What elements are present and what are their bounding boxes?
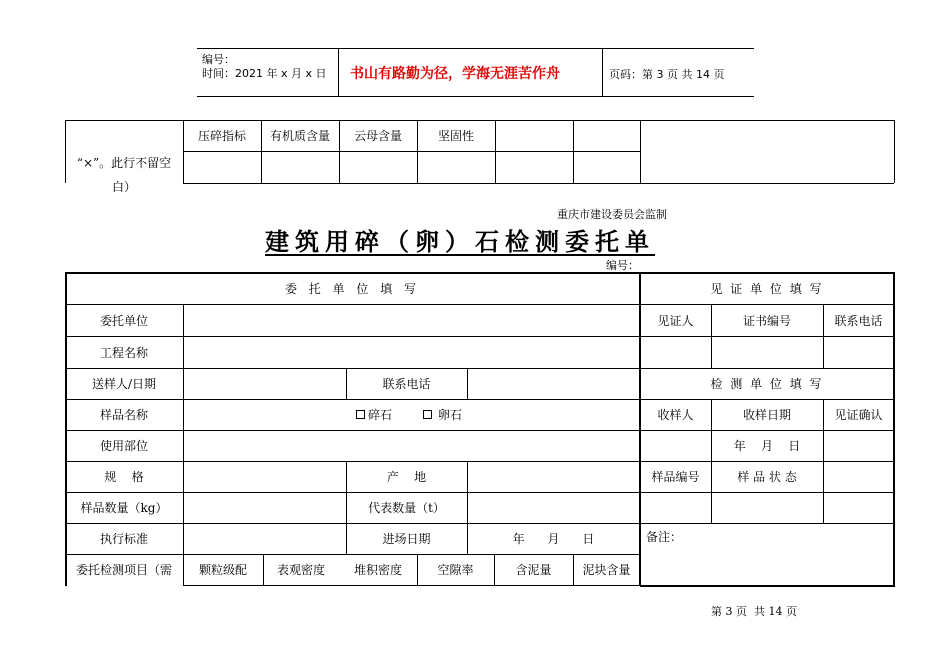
witness-confirm-field[interactable]: [824, 431, 893, 460]
organic-content-label: 有机质含量: [269, 129, 330, 143]
receive-date-field[interactable]: 年 月 日: [733, 439, 801, 453]
remarks-label: 备注：: [646, 530, 683, 544]
time-label: 时间：2021 年 x 月 x 日: [202, 67, 327, 80]
serial-label: 编号：: [202, 53, 235, 66]
rep-qty-field[interactable]: [468, 493, 639, 522]
soundness-label: 坚固性: [437, 129, 474, 143]
usage-part-field[interactable]: [184, 431, 639, 460]
witness-person-field[interactable]: [641, 337, 710, 367]
crushed-stone-label: 碎石: [368, 408, 393, 422]
witness-phone-label: 联系电话: [834, 313, 883, 328]
test-items-label: 委托检测项目（需: [75, 563, 172, 577]
test-item-apparent-density[interactable]: 表观密度: [276, 563, 325, 577]
witness-section-header: 见 证 单 位 填 写: [710, 282, 824, 296]
project-name-label: 工程名称: [99, 345, 148, 360]
client-section-header: 委 托 单 位 填 写: [284, 282, 421, 296]
test-item-clay-lump[interactable]: 泥块含量: [582, 563, 631, 577]
rep-qty-label: 代表数量（t）: [368, 501, 445, 515]
test-item-mud-content[interactable]: 含泥量: [515, 563, 552, 577]
crush-index-label: 压碎指标: [197, 129, 246, 143]
sample-number-field[interactable]: [641, 493, 710, 522]
receive-date-label: 收样日期: [742, 408, 791, 422]
sample-qty-label: 样品数量（kg）: [80, 501, 168, 515]
receiver-label: 收样人: [657, 408, 694, 422]
form-title: 建筑用碎（卵）石检测委托单: [265, 227, 655, 256]
pebble-option[interactable]: [423, 406, 462, 423]
test-item-gradation[interactable]: 颗粒级配: [198, 563, 247, 577]
page-info: 页码：第 3 页 共 14 页: [609, 68, 725, 81]
sender-date-label: 送样人/日期: [91, 377, 157, 391]
note-line-2: 白）: [111, 179, 136, 194]
page-footer: 第 3 页 共 14 页: [711, 605, 797, 618]
contact-phone-label: 联系电话: [382, 377, 431, 391]
sample-state-label: 样 品 状 态: [737, 470, 797, 484]
mica-content-label: 云母含量: [353, 129, 402, 143]
exec-standard-field[interactable]: [184, 524, 345, 553]
checkbox-icon[interactable]: [423, 410, 432, 419]
note-line-1: “×”。此行不留空: [76, 155, 172, 170]
entry-date-field[interactable]: 年 月 日: [512, 532, 595, 546]
form-number-label: 编号：: [606, 259, 639, 272]
witness-person-label: 见证人: [657, 313, 694, 328]
remarks-field[interactable]: [641, 545, 893, 583]
motto: 书山有路勤为径，学海无涯苦作舟: [350, 66, 560, 82]
cert-number-label: 证书编号: [742, 313, 791, 328]
sender-date-field[interactable]: [184, 369, 345, 398]
origin-field[interactable]: [468, 462, 639, 491]
sample-state-field[interactable]: [712, 493, 893, 522]
cert-number-field[interactable]: [712, 337, 822, 367]
checkbox-icon[interactable]: [356, 410, 365, 419]
client-unit-label: 委托单位: [99, 313, 148, 328]
witness-phone-field[interactable]: [824, 337, 893, 367]
sample-name-label: 样品名称: [99, 408, 148, 422]
test-item-void-ratio[interactable]: 空隙率: [437, 563, 474, 577]
pebble-label: 卵石: [438, 408, 463, 422]
sample-qty-field[interactable]: [184, 493, 345, 522]
project-name-field[interactable]: [184, 337, 639, 367]
lab-section-header: 检 测 单 位 填 写: [710, 377, 824, 391]
witness-confirm-label: 见证确认: [834, 408, 883, 422]
origin-label: 产 地: [386, 470, 427, 484]
test-item-bulk-density[interactable]: 堆积密度: [353, 563, 402, 577]
sample-number-label: 样品编号: [651, 470, 700, 484]
client-unit-field[interactable]: [184, 305, 639, 335]
spec-label: 规 格: [104, 470, 144, 484]
exec-standard-label: 执行标准: [99, 532, 148, 546]
crushed-stone-option[interactable]: [356, 406, 392, 423]
supervisor-text: 重庆市建设委员会监制: [557, 208, 667, 221]
entry-date-label: 进场日期: [382, 532, 431, 546]
receiver-field[interactable]: [641, 431, 710, 460]
contact-phone-field[interactable]: [468, 369, 639, 398]
spec-field[interactable]: [184, 462, 345, 491]
usage-part-label: 使用部位: [99, 439, 148, 453]
